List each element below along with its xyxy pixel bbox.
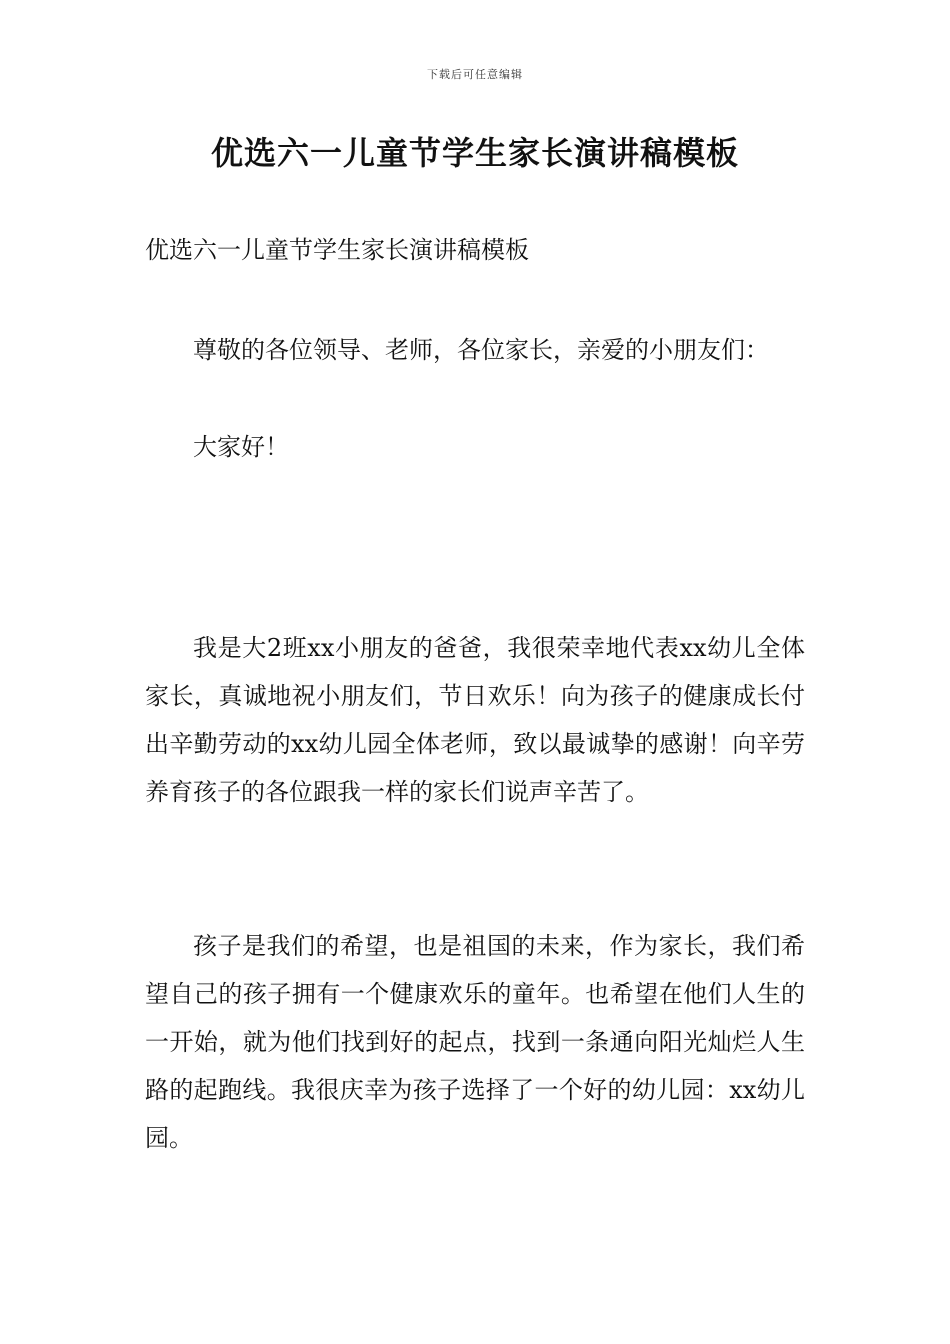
document-title: 优选六一儿童节学生家长演讲稿模板 [210, 134, 739, 172]
salutation-paragraph: 尊敬的各位领导、老师，各位家长，亲爱的小朋友们： [193, 336, 769, 364]
document-subtitle: 优选六一儿童节学生家长演讲稿模板 [145, 236, 529, 264]
intro-paragraph: 我是大2班xx小朋友的爸爸，我很荣幸地代表xx幼儿全体家长，真诚地祝小朋友们，节日欢乐！向为孩子的健康成长付出辛勤劳动的xx幼儿园全体老师，致以最诚挚的感谢！向辛劳养育孩子的各位跟我一样的家长们说声辛苦了。 [145, 634, 805, 806]
greeting-paragraph: 大家好！ [193, 433, 289, 461]
hope-paragraph: 孩子是我们的希望，也是祖国的未来，作为家长，我们希望自己的孩子拥有一个健康欢乐的童年。也希望在他们人生的一开始，就为他们找到好的起点，找到一条通向阳光灿烂人生路的起跑线。我很庆幸为孩子选择了一个好的幼儿园：xx幼儿园。 [145, 932, 805, 1152]
header-note: 下载后可任意编辑 [427, 68, 523, 81]
